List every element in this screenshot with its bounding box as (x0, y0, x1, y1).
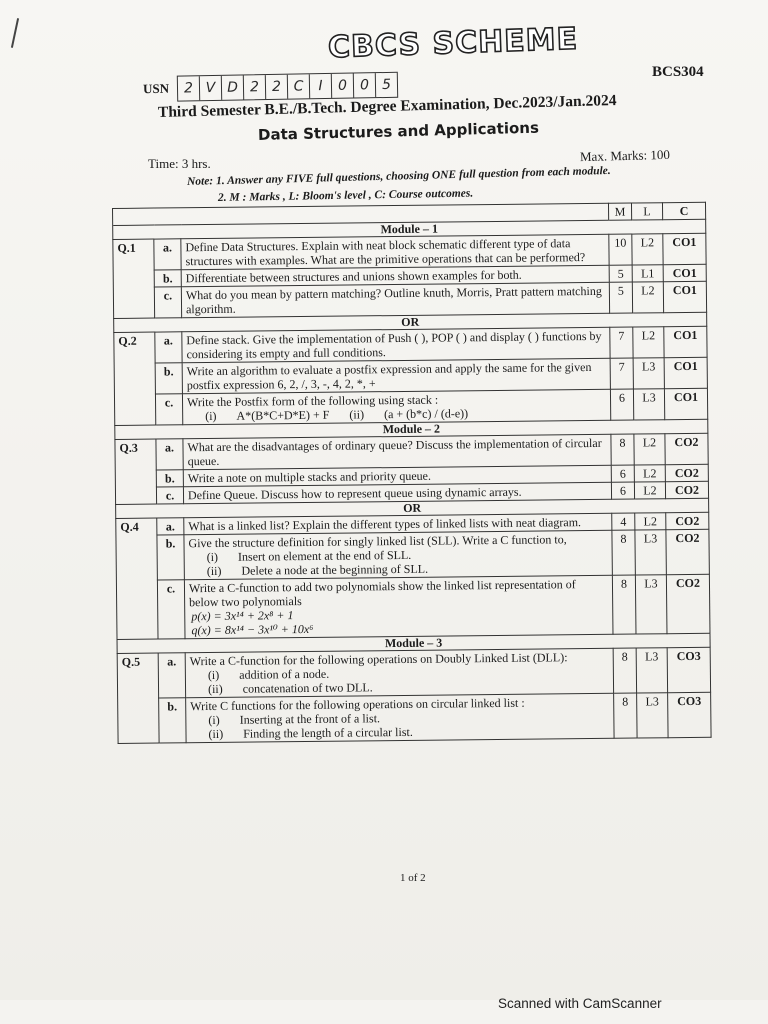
usn-char: C (288, 74, 310, 98)
usn-char: I (310, 74, 332, 98)
usn-char: D (222, 75, 244, 99)
question-number: Q.5 (117, 653, 159, 743)
marks-cell: 5 (609, 265, 632, 282)
question-text (184, 530, 612, 579)
sub-label: c. (157, 580, 185, 639)
marks-cell: 7 (610, 358, 633, 389)
or-divider: OR (116, 498, 709, 518)
usn-char: 0 (354, 73, 376, 97)
question-table (112, 202, 712, 744)
question-text (184, 575, 613, 638)
question-row (117, 647, 710, 698)
or-divider: OR (114, 312, 707, 332)
question-number: Q.2 (114, 332, 156, 425)
level-cell: L3 (633, 389, 664, 420)
sub-label: a. (154, 239, 181, 270)
module-heading: Module – 3 (117, 633, 710, 653)
usn-char: V (200, 76, 222, 100)
level-cell: L3 (635, 530, 666, 575)
outcome-cell: CO2 (666, 574, 710, 633)
question-row (116, 529, 709, 580)
sub-label: b. (157, 535, 184, 580)
marks-cell: 6 (611, 482, 634, 499)
question-stem: Write a C-function to add two polynomials show the linked list representation of below two polynomials (188, 577, 576, 610)
outcome-cell: CO1 (663, 264, 706, 281)
pen-mark (11, 18, 19, 48)
marks-cell: 6 (610, 389, 633, 420)
sub-label: b. (154, 270, 181, 287)
marks-cell: 8 (612, 575, 636, 634)
sub-label: a. (155, 332, 182, 363)
level-cell: L3 (633, 358, 664, 389)
level-cell: L3 (636, 648, 667, 693)
note-line-1: Note: 1. Answer any FIVE full questions, choosing ONE full question from each module. (186, 164, 611, 188)
question-text: Write a note on multiple stacks and priority queue. (183, 465, 611, 486)
col-level-header: L (631, 203, 662, 220)
question-stem: Write the Postfix form of the following using stack : (186, 392, 439, 410)
question-row (116, 574, 710, 639)
usn-char: 2 (178, 76, 200, 100)
question-text: Write an algorithm to evaluate a postfix expression and apply the same for the given postfix expression 6, 2, /, 3, -, 4, 2, *, + (182, 358, 610, 393)
question-number: Q.1 (113, 239, 155, 318)
sub-label: b. (155, 363, 182, 394)
option-text: addition of a node. (239, 666, 330, 682)
question-text: Define Queue. Discuss how to represent queue using dynamic arrays. (183, 482, 611, 503)
level-cell: L3 (637, 693, 668, 738)
option-text: Inserting at the front of a list. (239, 711, 381, 727)
question-text: Differentiate between structures and unions shown examples for both. (181, 265, 609, 286)
marks-cell: 7 (610, 327, 633, 358)
option-number: (i) (205, 408, 217, 424)
sub-label: b. (159, 698, 186, 743)
col-marks-header: M (608, 203, 631, 220)
usn-label: USN (142, 80, 170, 97)
outcome-cell: CO2 (665, 464, 708, 481)
outcome-cell: CO2 (665, 481, 708, 498)
outcome-cell: CO1 (664, 357, 707, 388)
scheme-stamp: CBCS SCHEME (327, 21, 579, 66)
level-cell: L2 (632, 234, 663, 265)
option-number: (ii) (206, 563, 222, 579)
usn-char: 2 (244, 75, 266, 99)
outcome-cell: CO2 (666, 512, 709, 529)
outcome-cell: CO1 (663, 233, 706, 264)
question-text: Define stack. Give the implementation of Push ( ), POP ( ) and display ( ) functions by considering its empty and full conditions. (182, 327, 610, 362)
option-text: Finding the length of a circular list. (243, 724, 413, 741)
outcome-cell: CO3 (668, 692, 711, 737)
question-text: Define Data Structures. Explain with neat block schematic different type of data structures with examples. What are the primitive operations that can be performed? (181, 234, 609, 269)
option-number: (ii) (208, 726, 224, 742)
subject-code: BCS304 (652, 64, 704, 80)
sub-label: c. (155, 394, 182, 425)
exam-title: Third Semester B.E./B.Tech. Degree Examination, Dec.2023/Jan.2024 (157, 91, 617, 121)
question-text (185, 648, 613, 697)
outcome-cell: CO2 (665, 433, 708, 464)
module-heading: Module – 2 (115, 419, 708, 439)
question-row (118, 692, 711, 743)
question-stem: Write C functions for the following operations on circular linked list : (190, 695, 525, 714)
question-text (186, 693, 614, 742)
usn-char: 5 (381, 76, 392, 94)
question-text: What are the disadvantages of ordinary queue? Discuss the implementation of circular queue. (183, 434, 611, 469)
marks-cell: 6 (611, 465, 634, 482)
marks-cell: 8 (612, 530, 635, 575)
option-number: (i) (206, 549, 219, 565)
level-cell: L3 (635, 575, 667, 634)
option-text: Delete a node at the beginning of SLL. (241, 561, 429, 578)
question-stem: Write a C-function for the following operations on Doubly Linked List (DLL): (189, 650, 568, 669)
marks-cell: 10 (609, 234, 632, 265)
level-cell: L2 (632, 282, 663, 313)
question-stem: Give the structure definition for singly linked list (SLL). Write a C function to, (188, 532, 567, 551)
level-cell: L2 (634, 482, 665, 499)
usn-char: 0 (332, 74, 354, 98)
polynomial-q: q(x) = 8x¹⁴ − 3x¹⁰ + 10x⁶ (191, 621, 314, 638)
option-number: (i) (208, 712, 220, 728)
option-number: (ii) (349, 407, 365, 422)
outcome-cell: CO3 (667, 647, 710, 692)
marks-cell: 8 (614, 693, 637, 738)
marks-cell: 8 (611, 434, 634, 465)
polynomial-p: p(x) = 3x¹⁴ + 2x⁸ + 1 (191, 608, 294, 624)
usn-boxes (177, 72, 398, 102)
option-number: (ii) (207, 681, 223, 697)
question-table-wrap (112, 202, 712, 744)
scanner-watermark: Scanned with CamScanner (498, 996, 662, 1011)
sub-label: b. (156, 470, 183, 487)
level-cell: L2 (634, 465, 665, 482)
outcome-cell: CO1 (664, 326, 707, 357)
option-text: A*(B*C+D*E) + F (236, 407, 330, 423)
marks-cell: 8 (613, 648, 636, 693)
marks-cell: 5 (609, 282, 632, 313)
question-text: What is a linked list? Explain the different types of linked lists with neat diagram. (184, 513, 612, 534)
option-number: (i) (207, 667, 220, 683)
time-allowed: Time: 3 hrs. (148, 156, 211, 171)
question-text (182, 389, 610, 424)
outcome-cell: CO2 (666, 529, 709, 574)
question-number: Q.3 (115, 439, 157, 504)
question-number: Q.4 (116, 518, 158, 639)
option-line (190, 723, 609, 741)
level-cell: L2 (635, 513, 666, 530)
sub-label: a. (158, 653, 185, 698)
sub-label: c. (154, 287, 181, 318)
level-cell: L2 (634, 434, 665, 465)
option-text: (a + (b*c) / (d-e)) (383, 406, 469, 422)
level-cell: L2 (633, 327, 664, 358)
level-cell: L1 (632, 265, 663, 282)
page-number: 1 of 2 (400, 872, 426, 884)
marks-cell: 4 (612, 513, 635, 530)
max-marks: Max. Marks: 100 (579, 146, 671, 165)
subject-title: Data Structures and Applications (257, 118, 540, 144)
sub-label: a. (156, 439, 183, 470)
question-text: What do you mean by pattern matching? Outline knuth, Morris, Pratt pattern matching algorithm. (181, 282, 609, 317)
outcome-cell: CO1 (664, 388, 707, 419)
option-text: concatenation of two DLL. (242, 680, 373, 696)
sub-label: a. (157, 518, 184, 535)
option-text: Insert on element at the end of SLL. (237, 547, 412, 564)
usn-char: 2 (266, 75, 288, 99)
sub-label: c. (156, 487, 183, 504)
module-heading: Module – 1 (113, 219, 706, 239)
note-line-2: 2. M : Marks , L: Bloom's level , C: Course outcomes. (217, 187, 474, 204)
col-outcome-header: C (662, 202, 705, 219)
outcome-cell: CO1 (663, 281, 706, 312)
usn-row (143, 72, 398, 102)
